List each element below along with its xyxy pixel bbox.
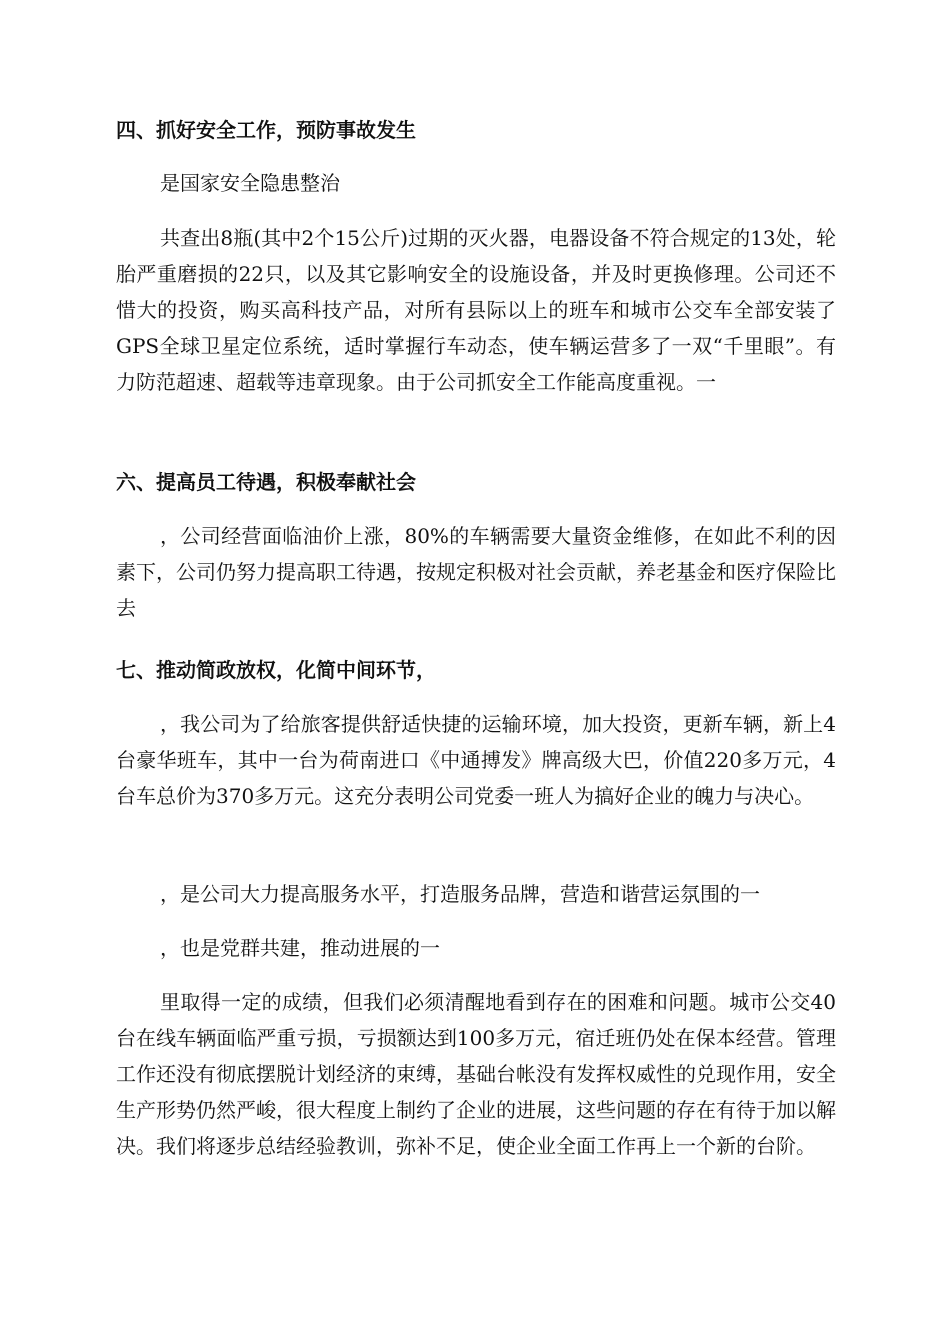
- paragraph-safety-intro: 是国家安全隐患整治: [160, 171, 340, 195]
- paragraph-investment: ，我公司为了给旅客提供舒适快捷的运输环境，加大投资，更新车辆，新上4台豪华班车，其中一台为荷南进口《中通搏发》牌高级大巴，价值220多万元，4台车总价为370多万元。这充分表明公司党委一班人为搞好企业的魄力与决心。: [116, 712, 836, 808]
- section-heading-streamlining: 七、推动简政放权，化简中间环节，: [116, 658, 436, 682]
- section-heading-safety: 四、抓好安全工作，预防事故发生: [116, 118, 416, 142]
- paragraph-staff-welfare: ，公司经营面临油价上涨，80%的车辆需要大量资金维修，在如此不利的因素下，公司仍努力提高职工待遇，按规定积极对社会贡献，养老基金和医疗保险比去: [116, 524, 836, 620]
- paragraph-party-building: ，也是党群共建，推动进展的一: [160, 936, 440, 960]
- section-heading-staff-welfare: 六、提高员工待遇，积极奉献社会: [116, 470, 416, 494]
- paragraph-safety-details: 共查出8瓶(其中2个15公斤)过期的灭火器，电器设备不符合规定的13处，轮胎严重磨损的22只，以及其它影响安全的设施设备，并及时更换修理。公司还不惜大的投资，购买高科技产品，对所有县际以上的班车和城市公交车全部安装了GPS全球卫星定位系统，适时掌握行车动态，使车辆运营多了一双“千里眼”。有力防范超速、超载等违章现象。由于公司抓安全工作能高度重视。一: [116, 226, 836, 394]
- paragraph-service-level: ，是公司大力提高服务水平，打造服务品牌，营造和谐营运氛围的一: [160, 882, 760, 906]
- paragraph-problems-outlook: 里取得一定的成绩，但我们必须清醒地看到存在的困难和问题。城市公交40台在线车辆面临严重亏损，亏损额达到100多万元，宿迁班仍处在保本经营。管理工作还没有彻底摆脱计划经济的束缚，基础台帐没有发挥权威性的兑现作用，安全生产形势仍然严峻，很大程度上制约了企业的进展，这些问题的存在有待于加以解决。我们将逐步总结经验教训，弥补不足，使企业全面工作再上一个新的台阶。: [116, 990, 836, 1158]
